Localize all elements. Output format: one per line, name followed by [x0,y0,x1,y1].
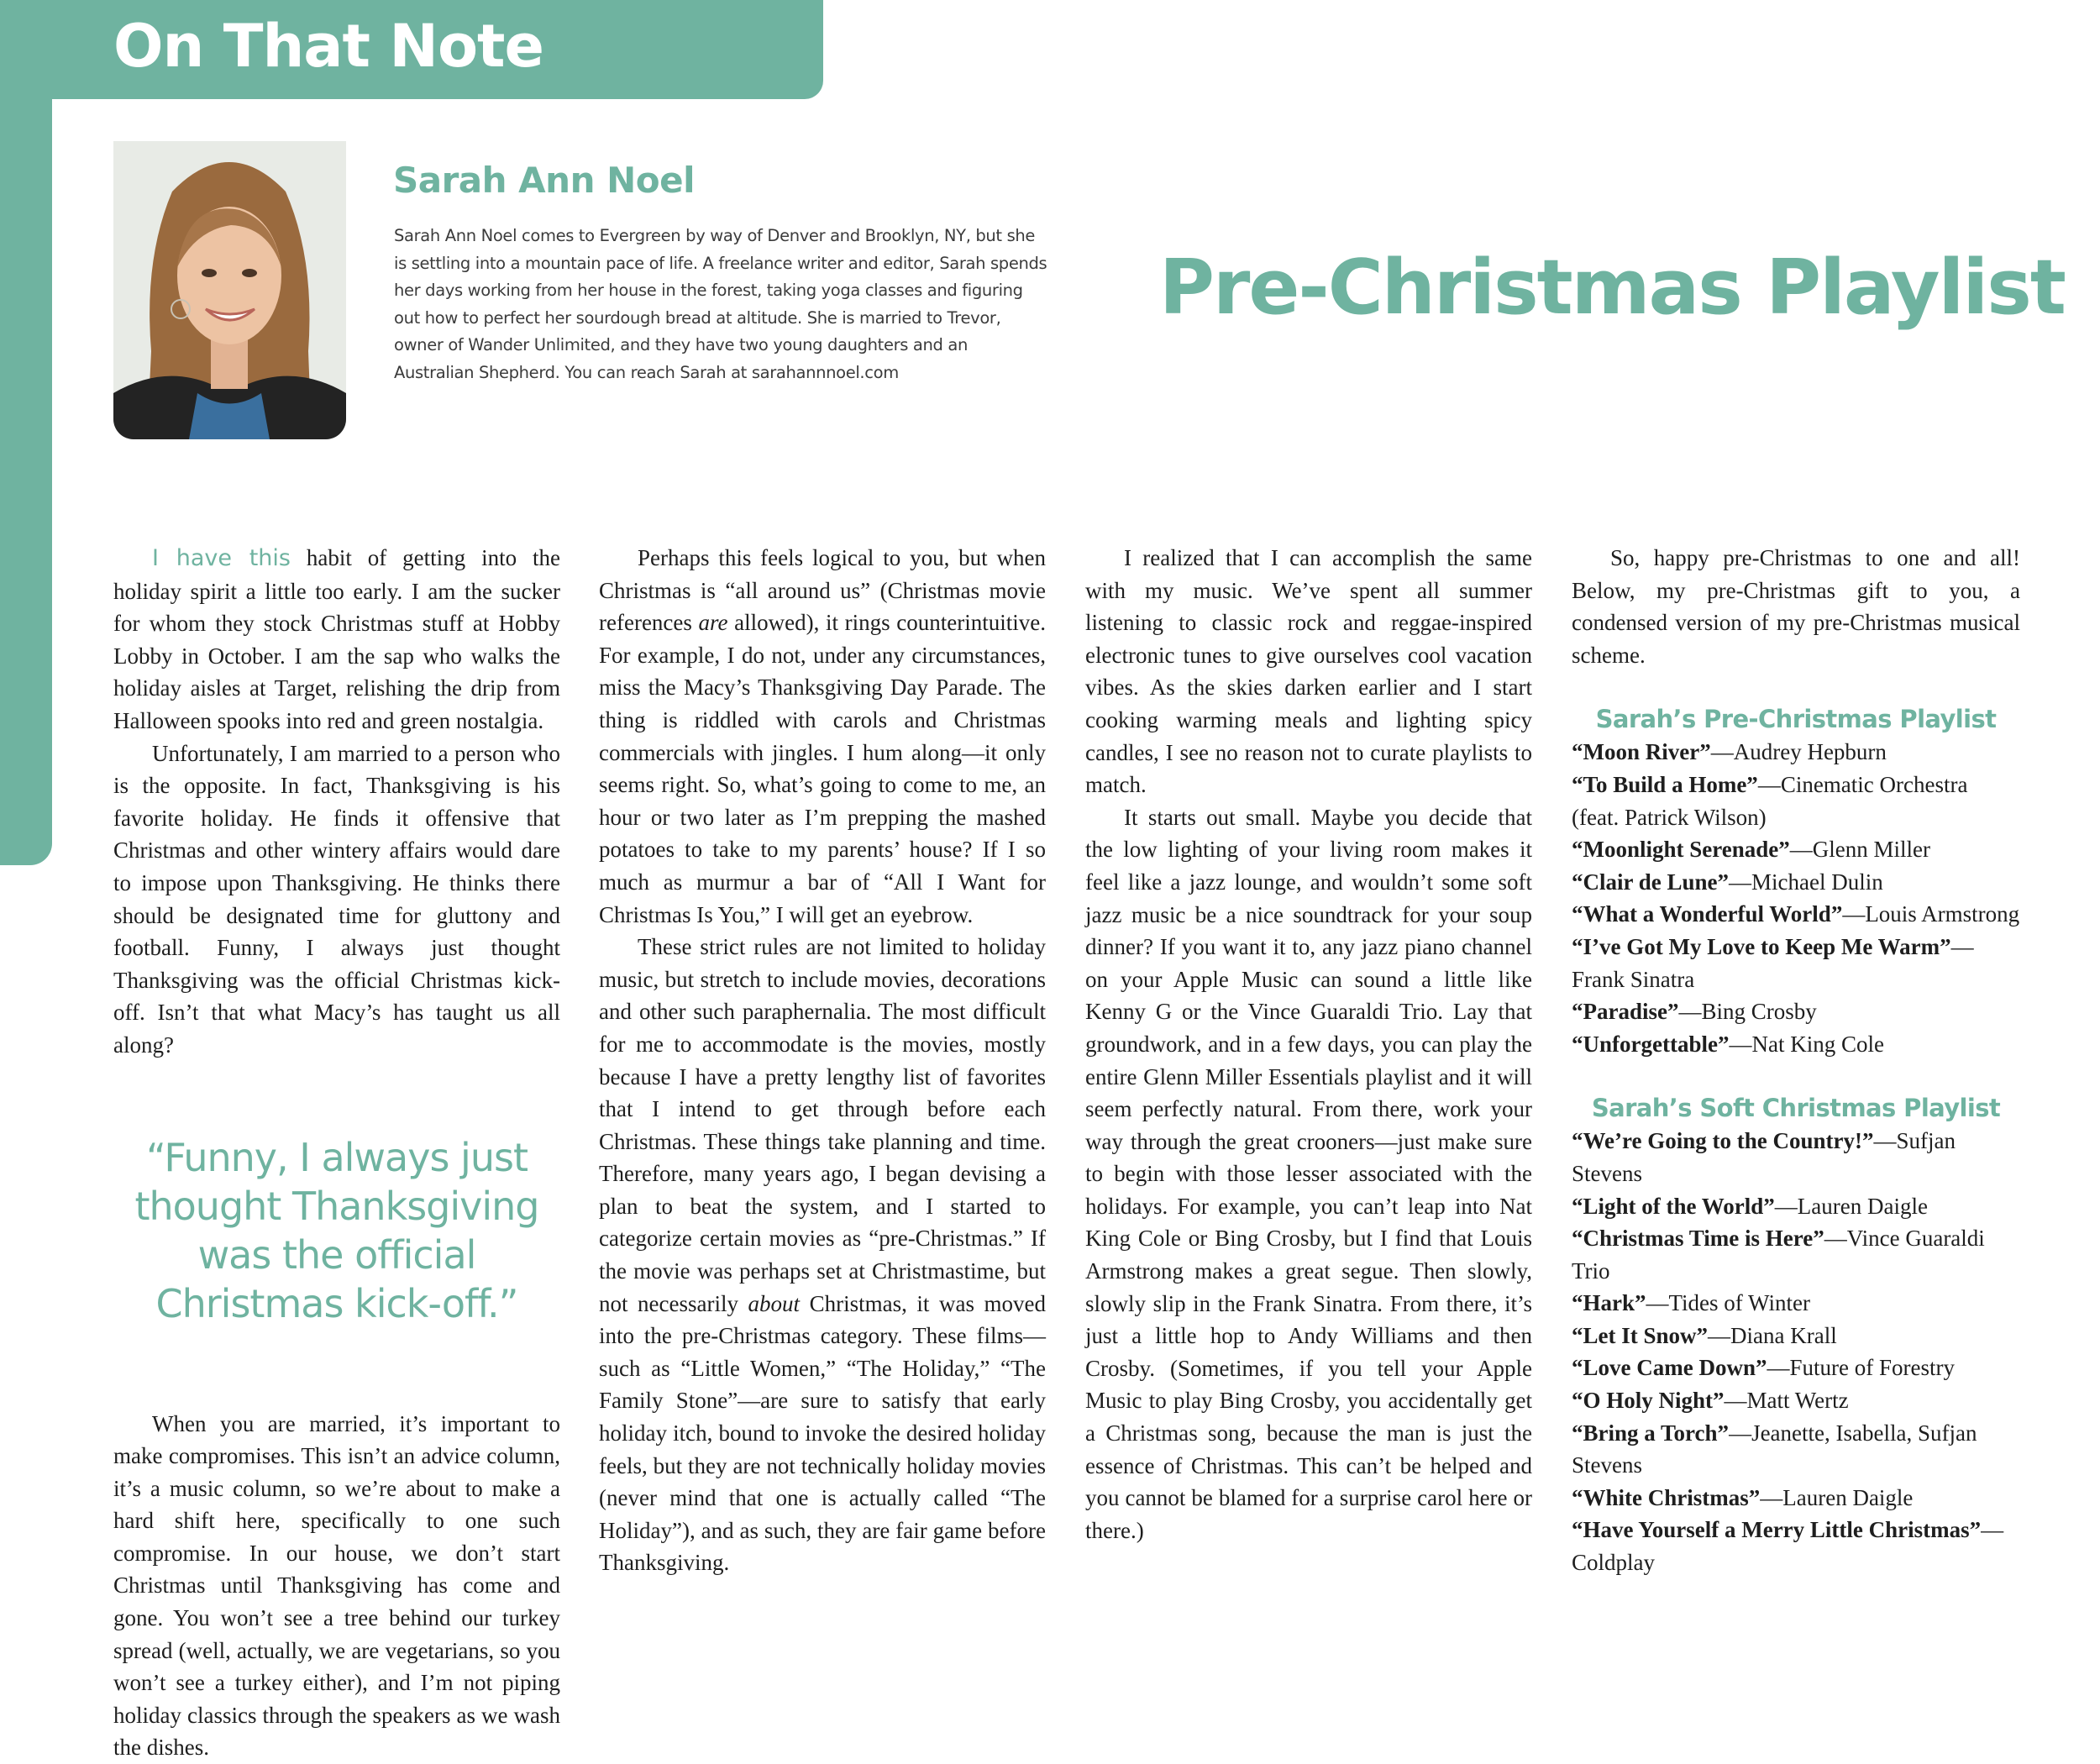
paragraph-5-text-a: These strict rules are not limited to holiday music, but stretch to include movies, decorations and other such paraphernalia. The most difficult for me to accommodate is the movies, mostly because I have a pretty lengthy list of favorites that I intend to get through before each Christmas. These things take planning and time. Therefore, many years ago, I began devising a plan to beat the system, and I started to categorize certain movies as “pre-Christmas.” If the movie was perhaps set at Christmastime, but not necessarily [599,934,1046,1316]
song-artist: —Vince Guaraldi Trio [1572,1226,1985,1284]
author-photo [113,141,346,439]
song-artist: —Lauren Daigle [1775,1194,1928,1219]
song-title: “Clair de Lune” [1572,869,1729,895]
paragraph-1-text: habit of getting into the holiday spirit a little too early. I am the sucker for whom they stock Christmas stuff at Hobby Lobby in October. I am the sap who walks the holiday aisles at Target, relishing the drip from Halloween spooks into red and green nostalgia. [113,545,560,733]
song-title: “Light of the World” [1572,1194,1775,1219]
author-name: Sarah Ann Noel [393,160,695,201]
playlist-song [1572,1352,2020,1384]
song-artist: —Cinematic Orchestra (feat. Patrick Wilson) [1572,772,1967,830]
paragraph-2: Unfortunately, I am married to a person who is the opposite. In fact, Thanksgiving is his favorite holiday. He finds it offensive that Christmas and other wintery affairs would dare to impose upon Thanksgiving. He thinks there should be designated time for gluttony and football. Funny, I always just thought Thanksgiving was the official Christmas kick-off. Isn’t that what Macy’s has taught us all along? [113,738,560,1062]
song-title: “Love Came Down” [1572,1355,1767,1380]
author-bio: Sarah Ann Noel comes to Evergreen by way of Denver and Brooklyn, NY, but she is settling into a mountain pace of life. A freelance writer and editor, Sarah spends her days working from her house in the forest, taking yoga classes and figuring out how to perfect her sourdough bread at altitude. She is married to Trevor, owner of Wander Unlimited, and they have two young daughters and an Australian Shepherd. You can reach Sarah at sarahannnoel.com [394,223,1049,386]
song-artist: —Glenn Miller [1790,837,1930,862]
song-title: “I’ve Got My Love to Keep Me Warm” [1572,934,1951,959]
playlist-song [1572,1384,2020,1417]
playlist-song [1572,1482,2020,1515]
song-title: “Have Yourself a Merry Little Christmas” [1572,1517,1981,1542]
song-artist: —Bing Crosby [1679,999,1817,1024]
playlist-song [1572,1514,2020,1578]
song-title: “What a Wonderful World” [1572,901,1842,927]
song-artist: —Diana Krall [1708,1323,1837,1348]
paragraph-5-text-b: Christmas, it was moved into the pre-Christmas category. These films—such as “Little Women,” “The Holiday,” “The Family Stone”—are sure to satisfy that early holiday itch, bound to invoke the desired holiday feels, but they are not technically holiday movies (never mind that one is actually called “The Holiday”), and as such, they are fair game before Thanksgiving. [599,1291,1046,1576]
playlist-song [1572,1222,2020,1287]
song-artist: —Michael Dulin [1729,869,1883,895]
song-title: “White Christmas” [1572,1485,1760,1510]
playlist-song [1572,833,2020,866]
playlist-song [1572,769,2020,833]
paragraph-4-text-a: Perhaps this feels logical to you, but when Christmas is “all around us” (Christmas movie references [599,545,1046,635]
paragraph-4 [599,542,1046,931]
playlist-song [1572,1028,2020,1061]
paragraph-5 [599,931,1046,1579]
paragraph-5-emphasis: about [748,1291,801,1316]
paragraph-1 [113,542,560,738]
song-title: “To Build a Home” [1572,772,1758,797]
article-column-4 [1572,542,2020,1579]
song-artist: —Audrey Hepburn [1711,739,1887,764]
song-artist: —Frank Sinatra [1572,934,1974,992]
playlist-song [1572,1320,2020,1352]
song-artist: —Jeanette, Isabella, Sufjan Stevens [1572,1420,1977,1478]
article-column-1 [113,542,560,1764]
song-title: “Bring a Torch” [1572,1420,1729,1446]
song-title: “Moonlight Serenade” [1572,837,1790,862]
song-title: “Moon River” [1572,739,1711,764]
lead-in: I have this [152,545,291,571]
playlist-soft-christmas [1572,1125,2020,1578]
song-title: “Christmas Time is Here” [1572,1226,1824,1251]
playlist-heading-pre-christmas: Sarah’s Pre-Christmas Playlist [1572,702,2020,736]
song-artist: —Sufjan Stevens [1572,1128,1956,1186]
playlist-song [1572,1417,2020,1482]
song-artist: —Future of Forestry [1767,1355,1954,1380]
paragraph-4-text-b: allowed), it rings counterintuitive. For example, I do not, under any circumstances, miss the Macy’s Thanksgiving Day Parade. The thing is riddled with carols and Christmas commercials with jingles. I hum along—it only seems right. So, what’s going to come to me, an hour or two later as I’m prepping the mashed potatoes to take to my parents’ house? If I so much as murmur a bar of “All I Want for Christmas Is You,” I will get an eyebrow. [599,610,1046,927]
playlist-pre-christmas [1572,736,2020,1060]
song-artist: —Louis Armstrong [1842,901,2019,927]
article-column-2 [599,542,1046,1579]
playlist-song [1572,931,2020,995]
playlist-heading-soft-christmas: Sarah’s Soft Christmas Playlist [1572,1091,2020,1125]
article-column-3 [1085,542,1532,1546]
paragraph-6: I realized that I can accomplish the same with my music. We’ve spent all summer listening to classic rock and reggae-inspired electronic tunes to give ourselves cool vacation vibes. As the skies darken earlier and I start cooking warming meals and lighting spicy candles, I see no reason not to curate playlists to match. [1085,542,1532,801]
article-title: Pre-Christmas Playlist [1159,244,2065,332]
paragraph-8: So, happy pre-Christmas to one and all! Below, my pre-Christmas gift to you, a condensed version of my pre-Christmas musical scheme. [1572,542,2020,671]
pull-quote: “Funny, I always just thought Thanksgiving was the official Christmas kick-off.” [113,1133,560,1328]
song-title: “We’re Going to the Country!” [1572,1128,1873,1153]
paragraph-7: It starts out small. Maybe you decide that the low lighting of your living room makes it feel like a jazz lounge, and wouldn’t some soft jazz music be a nice soundtrack for your soup dinner? If you want it to, any jazz piano channel on your Apple Music can sound a little like Kenny G or the Vince Guaraldi Trio. Lay that groundwork, and in a few days, you can play the entire Glenn Miller Essentials playlist and it will seem perfectly natural. From there, work your way through the great crooners—just make sure to begin with those lesser associated with the holidays. For example, you can’t leap into Nat King Cole or Bing Crosby, but I find that Louis Armstrong makes a great segue. Then slowly, slowly slip in the Frank Sinatra. From there, it’s just a little hop to Andy Williams and then Crosby. (Sometimes, if you tell your Apple Music to play Bing Crosby, you accidentally get a Christmas song, because the man is just the essence of Christmas. This can’t be helped and you cannot be blamed for a surprise carol here or there.) [1085,801,1532,1547]
song-title: “Let It Snow” [1572,1323,1708,1348]
playlist-song [1572,995,2020,1028]
song-title: “Paradise” [1572,999,1679,1024]
paragraph-3: When you are married, it’s important to make compromises. This isn’t an advice column, it’s a music column, so we’re about to make a hard shift here, specifically to one such compromise. In our house, we don’t start Christmas until Thanksgiving has come and gone. You won’t see a tree behind our turkey spread (well, actually, we are vegetarians, so you won’t see a turkey either), and I’m not piping holiday classics through the speakers as we wash the dishes. [113,1408,560,1764]
song-artist: —Matt Wertz [1725,1388,1849,1413]
song-artist: —Tides of Winter [1646,1290,1810,1315]
playlist-song [1572,898,2020,931]
playlist-song [1572,1287,2020,1320]
side-accent-bar [0,0,52,865]
song-artist: —Lauren Daigle [1760,1485,1913,1510]
song-title: “Hark” [1572,1290,1646,1315]
playlist-song [1572,1190,2020,1223]
song-artist: —Coldplay [1572,1517,2003,1575]
song-title: “Unforgettable” [1572,1032,1729,1057]
song-title: “O Holy Night” [1572,1388,1725,1413]
paragraph-4-emphasis: are [699,610,728,635]
playlist-song [1572,866,2020,899]
song-artist: —Nat King Cole [1729,1032,1883,1057]
playlist-song [1572,736,2020,769]
author-portrait-image [113,141,346,439]
playlist-song [1572,1125,2020,1189]
section-title: On That Note [113,12,543,81]
